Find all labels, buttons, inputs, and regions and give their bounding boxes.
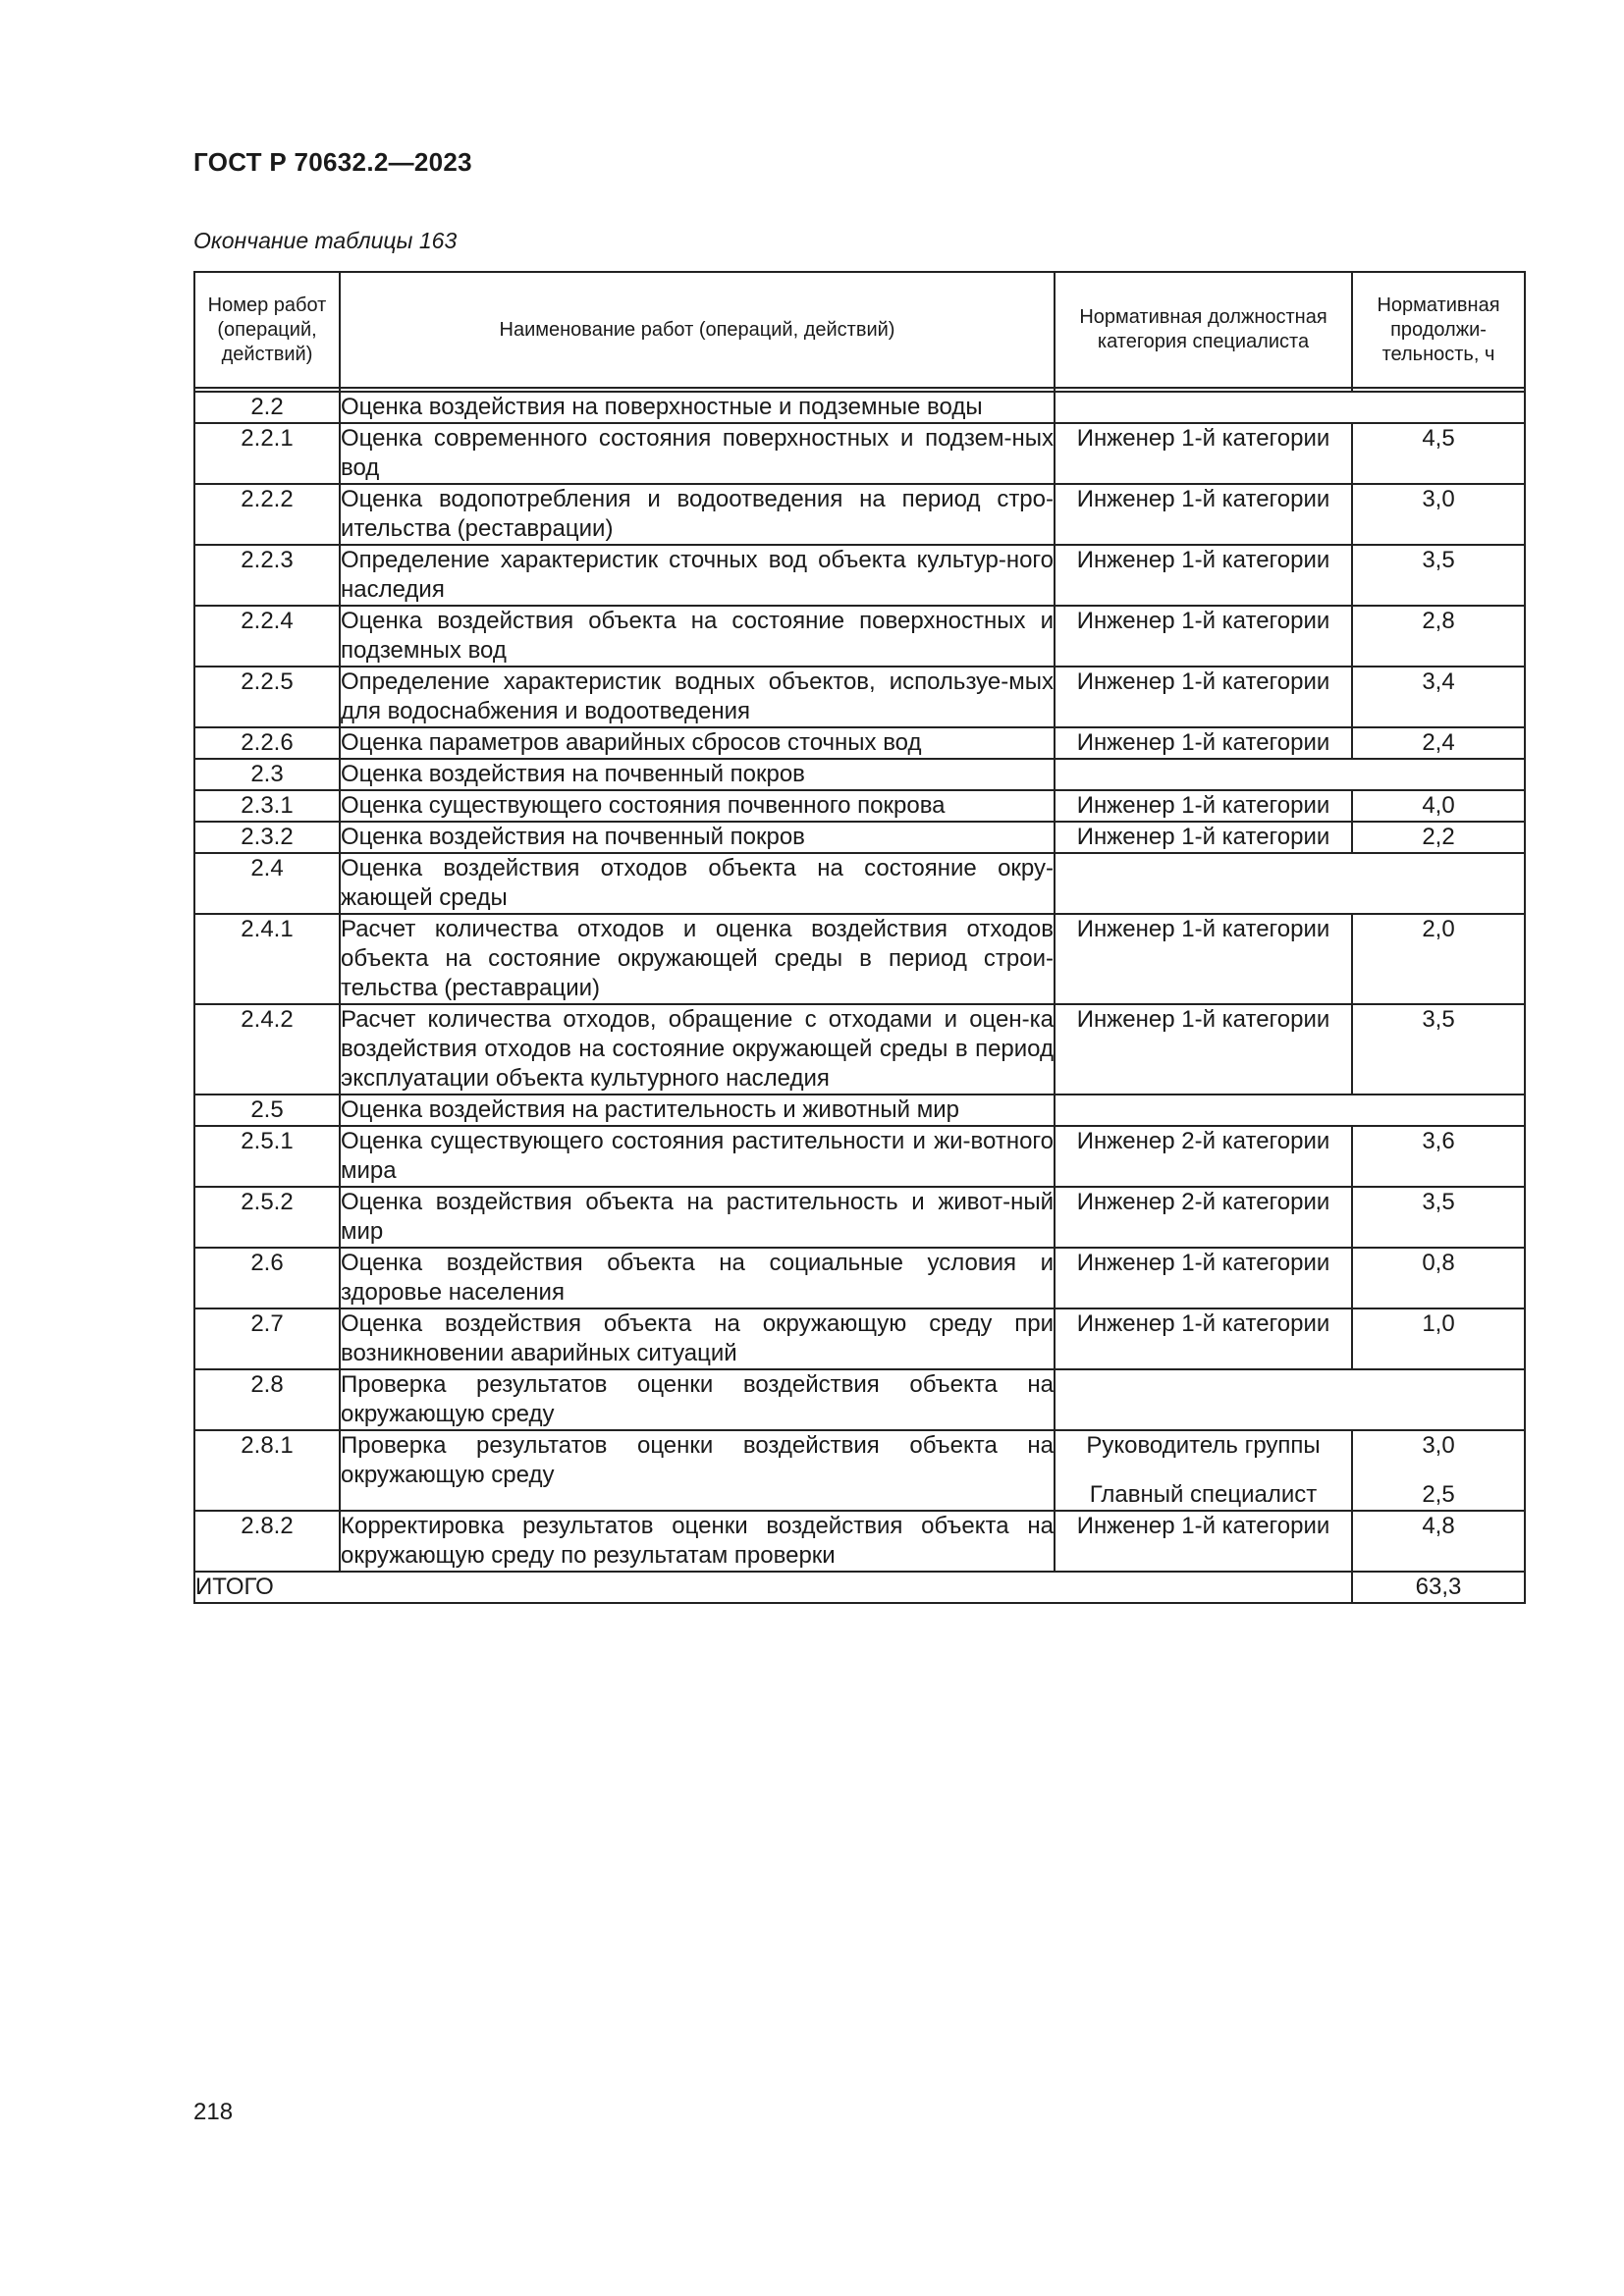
work-name-cell: Оценка воздействия на почвенный покров — [340, 759, 1055, 790]
specialist-category-cell — [1055, 727, 1352, 759]
work-number-cell: 2.3 — [194, 759, 340, 790]
table-row — [194, 822, 1525, 853]
table-row — [194, 1095, 1525, 1126]
specialist-category: Инженер 1-й категории — [1076, 792, 1330, 819]
specialist-category: Инженер 1-й категории — [1076, 486, 1330, 512]
duration-value: 0,8 — [1422, 1250, 1455, 1276]
table-row — [194, 1126, 1525, 1187]
total-row — [194, 1572, 1525, 1603]
work-number-cell: 2.8 — [194, 1369, 340, 1430]
work-number-cell: 2.8.2 — [194, 1511, 340, 1572]
table-row — [194, 853, 1525, 914]
specialist-category: Инженер 2-й категории — [1076, 1189, 1330, 1215]
work-name-cell: Оценка воздействия объекта на состояние поверхностных и подземных вод — [340, 606, 1055, 667]
work-number-cell: 2.2.6 — [194, 727, 340, 759]
duration-value: 3,5 — [1422, 547, 1455, 573]
work-number-cell: 2.7 — [194, 1308, 340, 1369]
empty-merged-cell — [1055, 759, 1525, 790]
duration-cell — [1352, 1187, 1525, 1248]
duration-value: 3,5 — [1422, 1189, 1455, 1215]
duration-value: 4,0 — [1422, 792, 1455, 819]
total-value: 63,3 — [1352, 1572, 1525, 1603]
column-header-name: Наименование работ (операций, действий) — [340, 272, 1055, 388]
duration-cell — [1352, 822, 1525, 853]
table-row — [194, 914, 1525, 1004]
specialist-category-cell — [1055, 822, 1352, 853]
specialist-category-cell — [1055, 667, 1352, 727]
duration-value: 4,8 — [1422, 1513, 1455, 1539]
duration-cell — [1352, 1308, 1525, 1369]
duration-value: 2,8 — [1422, 608, 1455, 634]
document-header: ГОСТ Р 70632.2—2023 — [193, 147, 472, 177]
duration-cell — [1352, 606, 1525, 667]
page-number: 218 — [193, 2099, 234, 2125]
specialist-category-cell — [1055, 545, 1352, 606]
work-number-cell: 2.5.1 — [194, 1126, 340, 1187]
work-name-cell: Оценка воздействия объекта на социальные условия и здоровье населения — [340, 1248, 1055, 1308]
specialist-category: Инженер 1-й категории — [1076, 1006, 1330, 1033]
work-name-cell: Оценка современного состояния поверхностных и подзем-ных вод — [340, 423, 1055, 484]
specialist-category: Инженер 1-й категории — [1076, 1310, 1330, 1337]
work-number-cell: 2.4.1 — [194, 914, 340, 1004]
work-number-cell: 2.5 — [194, 1095, 340, 1126]
specialist-category-cell — [1055, 606, 1352, 667]
column-header-category: Нормативная должностная категория специалиста — [1055, 272, 1352, 388]
duration-cell — [1352, 545, 1525, 606]
duration-value: 2,4 — [1422, 729, 1455, 756]
specialist-category: Главный специалист — [1089, 1481, 1318, 1508]
duration-value: 3,6 — [1422, 1128, 1455, 1154]
duration-cell — [1352, 423, 1525, 484]
work-number-cell: 2.8.1 — [194, 1430, 340, 1511]
duration-cell — [1352, 1126, 1525, 1187]
specialist-category-cell — [1055, 1511, 1352, 1572]
total-label: ИТОГО — [194, 1572, 1352, 1603]
work-number-cell: 2.2.3 — [194, 545, 340, 606]
work-name-cell: Определение характеристик сточных вод объекта культур-ного наследия — [340, 545, 1055, 606]
specialist-category-cell — [1055, 1187, 1352, 1248]
work-number-cell: 2.2.1 — [194, 423, 340, 484]
specialist-category: Инженер 1-й категории — [1076, 608, 1330, 634]
specialist-category-cell — [1055, 914, 1352, 1004]
work-number-cell: 2.2.5 — [194, 667, 340, 727]
work-name-cell: Проверка результатов оценки воздействия объекта на окружающую среду — [340, 1430, 1055, 1511]
work-name-cell: Оценка воздействия отходов объекта на состояние окру-жающей среды — [340, 853, 1055, 914]
table-row — [194, 790, 1525, 822]
table-body — [194, 388, 1525, 1603]
specialist-category-cell — [1055, 484, 1352, 545]
specialist-category: Инженер 1-й категории — [1076, 1513, 1330, 1539]
table-row — [194, 484, 1525, 545]
work-name-cell: Оценка параметров аварийных сбросов сточных вод — [340, 727, 1055, 759]
table-row — [194, 759, 1525, 790]
duration-cell — [1352, 667, 1525, 727]
table-row — [194, 1369, 1525, 1430]
table-row — [194, 606, 1525, 667]
column-header-number: Номер работ (операций, действий) — [194, 272, 340, 388]
duration-value: 1,0 — [1422, 1310, 1455, 1337]
table-caption: Окончание таблицы 163 — [193, 228, 458, 253]
duration-cell — [1352, 1248, 1525, 1308]
empty-merged-cell — [1055, 1369, 1525, 1430]
duration-cell — [1352, 484, 1525, 545]
duration-cell — [1352, 790, 1525, 822]
specialist-category: Инженер 1-й категории — [1076, 425, 1330, 452]
work-name-cell: Расчет количества отходов, обращение с отходами и оцен-ка воздействия отходов на состояние окружающей среды в период эксплуатации объекта культурного наследия — [340, 1004, 1055, 1095]
duration-cell — [1352, 727, 1525, 759]
specialist-category: Инженер 1-й категории — [1076, 916, 1330, 942]
empty-merged-cell — [1055, 1095, 1525, 1126]
specialist-category-cell — [1055, 423, 1352, 484]
empty-merged-cell — [1055, 392, 1525, 423]
work-number-cell: 2.2.2 — [194, 484, 340, 545]
work-name-cell: Расчет количества отходов и оценка воздействия отходов объекта на состояние окружающей среды в период строи-тельства (реставрации) — [340, 914, 1055, 1004]
work-name-cell: Оценка воздействия на поверхностные и подземные воды — [340, 392, 1055, 423]
work-name-cell: Оценка воздействия на растительность и животный мир — [340, 1095, 1055, 1126]
specialist-category: Инженер 1-й категории — [1076, 729, 1330, 756]
table-row — [194, 545, 1525, 606]
specialist-category: Инженер 1-й категории — [1076, 824, 1330, 850]
work-name-cell: Оценка воздействия на почвенный покров — [340, 822, 1055, 853]
empty-merged-cell — [1055, 853, 1525, 914]
duration-cell — [1352, 1430, 1525, 1511]
specialist-category-cell — [1055, 1126, 1352, 1187]
duration-value: 3,0 — [1422, 1432, 1455, 1459]
specialist-category-cell — [1055, 1430, 1352, 1511]
table-row — [194, 1511, 1525, 1572]
table-row — [194, 392, 1525, 423]
specialist-category: Инженер 1-й категории — [1076, 547, 1330, 573]
table-row — [194, 1430, 1525, 1511]
duration-value: 2,2 — [1422, 824, 1455, 850]
table-row — [194, 667, 1525, 727]
duration-value: 2,0 — [1422, 916, 1455, 942]
work-number-cell: 2.3.2 — [194, 822, 340, 853]
work-name-cell: Оценка водопотребления и водоотведения на период стро-ительства (реставрации) — [340, 484, 1055, 545]
table-row — [194, 1308, 1525, 1369]
specialist-category: Инженер 1-й категории — [1076, 1250, 1330, 1276]
duration-value: 3,4 — [1422, 668, 1455, 695]
table-row — [194, 727, 1525, 759]
table-row — [194, 1187, 1525, 1248]
duration-cell — [1352, 1004, 1525, 1095]
duration-cell — [1352, 1511, 1525, 1572]
table-row — [194, 1248, 1525, 1308]
work-number-cell: 2.4 — [194, 853, 340, 914]
work-name-cell: Оценка воздействия объекта на окружающую среду при возникновении аварийных ситуаций — [340, 1308, 1055, 1369]
specialist-category-cell — [1055, 1308, 1352, 1369]
duration-value: 4,5 — [1422, 425, 1455, 452]
work-number-cell: 2.3.1 — [194, 790, 340, 822]
work-number-cell: 2.4.2 — [194, 1004, 340, 1095]
column-header-duration: Нормативная продолжи-тельность, ч — [1352, 272, 1525, 388]
specialist-category-cell — [1055, 1248, 1352, 1308]
specialist-category-cell — [1055, 790, 1352, 822]
specialist-category: Инженер 1-й категории — [1076, 668, 1330, 695]
specialist-category-cell — [1055, 1004, 1352, 1095]
duration-value: 3,5 — [1422, 1006, 1455, 1033]
work-number-cell: 2.2.4 — [194, 606, 340, 667]
specialist-category: Руководитель группы — [1086, 1432, 1321, 1459]
work-number-cell: 2.2 — [194, 392, 340, 423]
table-header-row — [194, 272, 1525, 388]
specialist-category: Инженер 2-й категории — [1076, 1128, 1330, 1154]
table-row — [194, 1004, 1525, 1095]
work-number-cell: 2.5.2 — [194, 1187, 340, 1248]
table-row — [194, 423, 1525, 484]
work-name-cell: Проверка результатов оценки воздействия объекта на окружающую среду — [340, 1369, 1055, 1430]
duration-value: 3,0 — [1422, 486, 1455, 512]
duration-cell — [1352, 914, 1525, 1004]
work-name-cell: Оценка воздействия объекта на растительность и живот-ный мир — [340, 1187, 1055, 1248]
duration-value: 2,5 — [1422, 1481, 1455, 1508]
work-name-cell: Определение характеристик водных объектов, используе-мых для водоснабжения и водоотведения — [340, 667, 1055, 727]
work-number-cell: 2.6 — [194, 1248, 340, 1308]
work-name-cell: Корректировка результатов оценки воздействия объекта на окружающую среду по результатам проверки — [340, 1511, 1055, 1572]
work-name-cell: Оценка существующего состояния почвенного покрова — [340, 790, 1055, 822]
work-name-cell: Оценка существующего состояния растительности и жи-вотного мира — [340, 1126, 1055, 1187]
norms-table — [193, 271, 1526, 1604]
